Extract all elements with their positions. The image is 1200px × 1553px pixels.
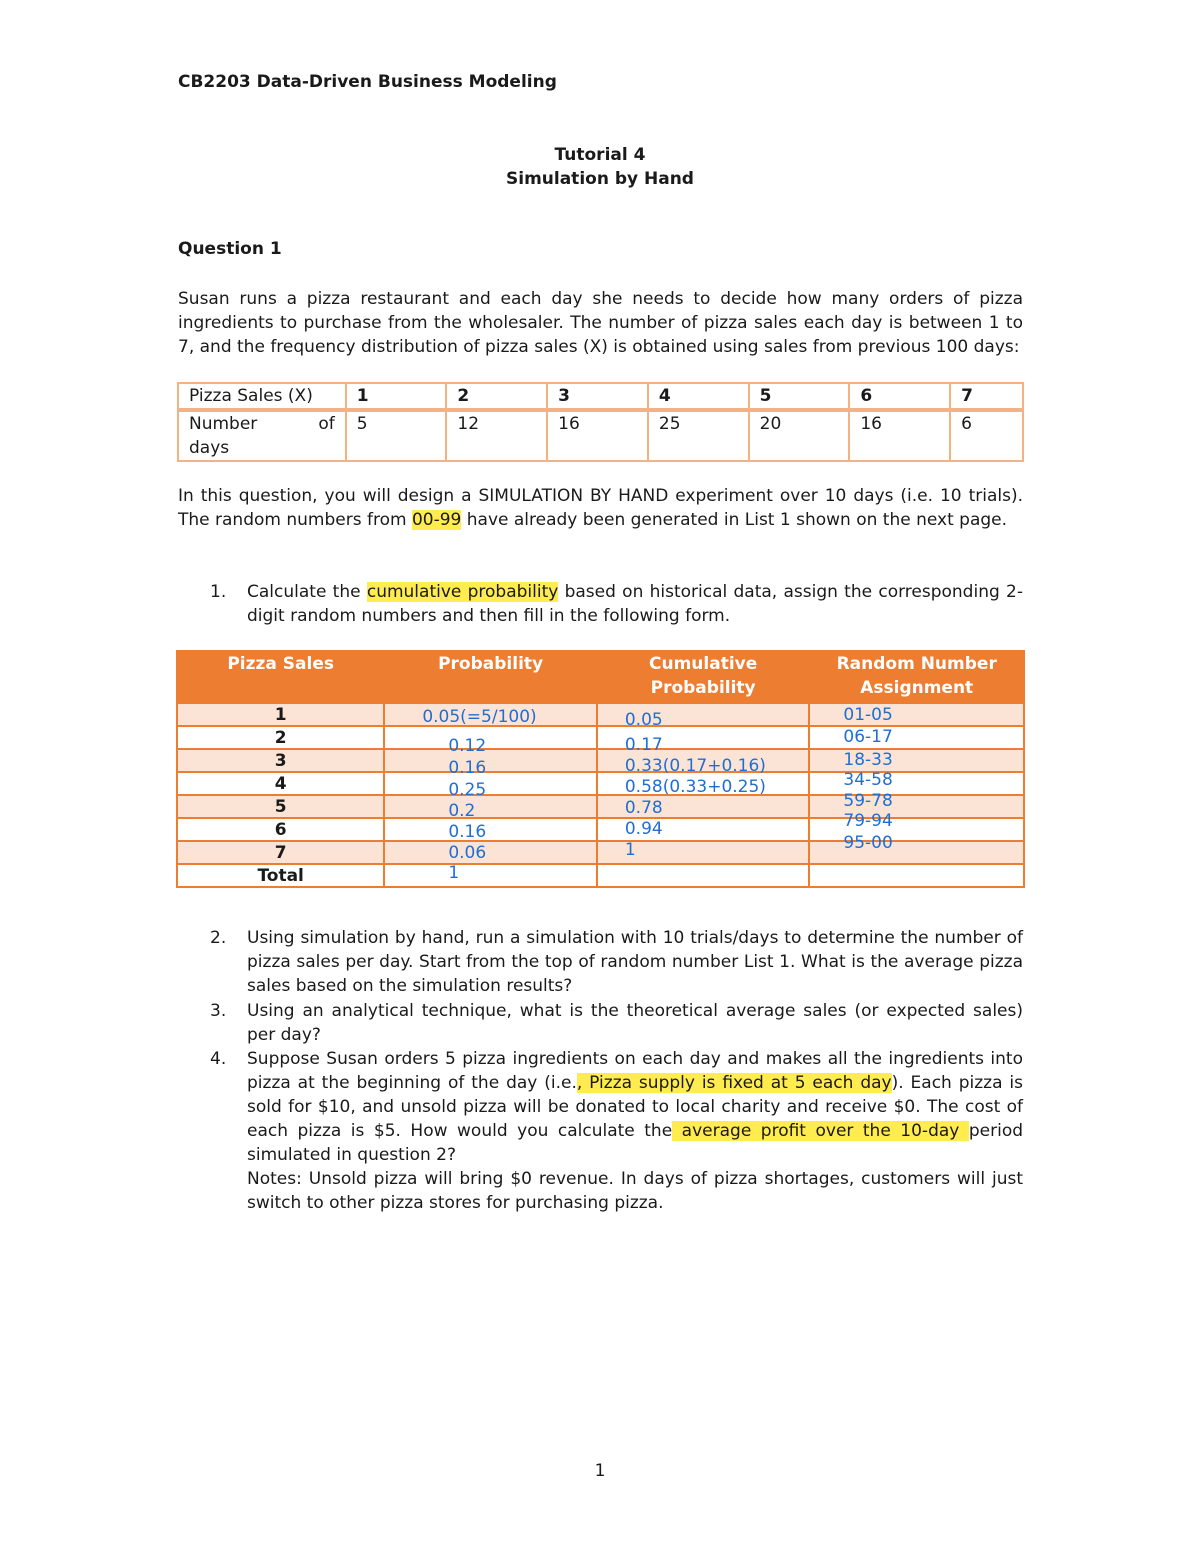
header-cumulative-probability: Cumulative Probability	[597, 651, 810, 703]
form-cumulative: 0.78	[624, 798, 663, 818]
sales-frequency-table	[177, 382, 1024, 462]
form-row	[177, 841, 1024, 864]
form-probability: 0.16	[448, 758, 487, 778]
tutorial-title	[0, 143, 1200, 191]
form-row	[177, 749, 1024, 772]
sales-value: 7	[950, 383, 1023, 410]
intro-paragraph: Susan runs a pizza restaurant and each day she needs to decide how many orders of pizza ingredients to purchase from the wholesaler. The number of pizza sales each day is between 1 to 7, and the frequency distribution of pizza sales (X) is obtained using sales from previous 100 days:	[178, 289, 1023, 357]
tutorial-subtitle: Simulation by Hand	[506, 169, 694, 189]
form-cumulative: 1	[624, 840, 636, 860]
header-pizza-sales: Pizza Sales	[177, 651, 384, 703]
form-sales: 5	[177, 795, 384, 818]
form-random-range: 95-00	[843, 833, 893, 853]
item-number: 4.	[210, 1049, 227, 1069]
form-probability: 0.16	[448, 822, 487, 842]
form-row	[177, 703, 1024, 726]
form-row	[177, 795, 1024, 818]
days-value: 12	[446, 410, 547, 461]
form-cumulative: 0.58(0.33+0.25)	[624, 777, 766, 797]
form-row	[177, 818, 1024, 841]
form-probability: 0.12	[448, 736, 487, 756]
highlight: average profit over the 10-day	[672, 1121, 969, 1141]
form-total-row	[177, 864, 1024, 887]
form-cumulative: 0.05	[624, 710, 663, 730]
question-item-2: 2. Using simulation by hand, run a simulation with 10 trials/days to determine the number of pizza sales per day. Start from the top of random number List 1. What is the average pizza sales based on the simulation results?	[210, 928, 1023, 996]
days-row	[178, 410, 1023, 461]
item-notes: Notes: Unsold pizza will bring $0 revenue. In days of pizza shortages, customers will just switch to other pizza stores for purchasing pizza.	[247, 1169, 1023, 1213]
form-sales: 7	[177, 841, 384, 864]
sales-value: 5	[749, 383, 850, 410]
form-random-range: 06-17	[843, 727, 893, 747]
header-random-number-assignment: Random Number Assignment	[809, 651, 1024, 703]
form-total-probability: 1	[448, 863, 460, 883]
form-probability: 0.25	[448, 780, 487, 800]
sales-row	[178, 383, 1023, 410]
question-item-3: 3. Using an analytical technique, what is the theoretical average sales (or expected sales) per day?	[210, 1001, 1023, 1045]
days-value: 5	[346, 410, 447, 461]
sales-value: 1	[346, 383, 447, 410]
form-probability: 0.05(=5/100)	[422, 707, 537, 727]
sales-value: 3	[547, 383, 648, 410]
question-heading: Question 1	[178, 239, 282, 259]
form-sales: 2	[177, 726, 384, 749]
item-number: 2.	[210, 928, 227, 948]
form-random-range: 34-58	[843, 770, 893, 790]
page-number: 1	[594, 1461, 606, 1481]
days-value: 20	[749, 410, 850, 461]
form-cumulative: 0.94	[624, 819, 663, 839]
highlight: , Pizza supply is fixed at 5 each day	[576, 1073, 892, 1093]
form-sales: 6	[177, 818, 384, 841]
task-paragraph: In this question, you will design a SIMULATION BY HAND experiment over 10 days (i.e. 10 trials). The random numbers from 00-99 have already been generated in List 1 shown on the next page.	[178, 486, 1023, 530]
sales-value: 4	[648, 383, 749, 410]
form-sales: 1	[177, 703, 384, 726]
question-item-1: 1. Calculate the cumulative probability based on historical data, assign the corresponding 2-digit random numbers and then fill in the following form.	[210, 582, 1023, 626]
question-item-4: 4. Suppose Susan orders 5 pizza ingredients on each day and makes all the ingredients into pizza at the beginning of the day (i.e., Pizza supply is fixed at 5 each day). Each pizza is sold for $10, and unsold pizza will be donated to local charity and receive $0. The cost of each pizza is $5. How would you calculate the average profit over the 10-day period simulated in question 2? Notes: Unsold pizza will bring $0 revenue. In days of pizza shortages, customers will just switch to other pizza stores for purchasing pizza.	[210, 1049, 1024, 1213]
sales-row-label: Pizza Sales (X)	[178, 383, 346, 410]
probability-form-table	[176, 650, 1025, 888]
highlight: cumulative probability	[366, 582, 559, 602]
highlight: 00-99	[411, 510, 462, 530]
sales-value: 2	[446, 383, 547, 410]
days-value: 25	[648, 410, 749, 461]
form-probability: 0.2	[448, 801, 476, 821]
days-value: 16	[849, 410, 950, 461]
form-sales: 3	[177, 749, 384, 772]
form-random-range: 01-05	[843, 705, 893, 725]
header-probability: Probability	[384, 651, 597, 703]
form-cumulative: 0.17	[624, 735, 663, 755]
form-total-label: Total	[177, 864, 384, 887]
tutorial-number: Tutorial 4	[554, 145, 646, 165]
item-number: 3.	[210, 1001, 227, 1021]
item-number: 1.	[210, 582, 227, 602]
form-cumulative: 0.33(0.17+0.16)	[624, 756, 766, 776]
form-probability: 0.06	[448, 843, 487, 863]
form-header-row	[177, 651, 1024, 703]
course-header: CB2203 Data-Driven Business Modeling	[178, 72, 557, 92]
sales-value: 6	[849, 383, 950, 410]
form-random-range: 79-94	[843, 811, 893, 831]
form-row	[177, 726, 1024, 749]
days-value: 6	[950, 410, 1023, 461]
days-value: 16	[547, 410, 648, 461]
days-row-label: Number of days	[178, 410, 346, 461]
form-sales: 4	[177, 772, 384, 795]
form-random-range: 18-33	[843, 750, 893, 770]
form-row	[177, 772, 1024, 795]
form-random-range: 59-78	[843, 791, 893, 811]
